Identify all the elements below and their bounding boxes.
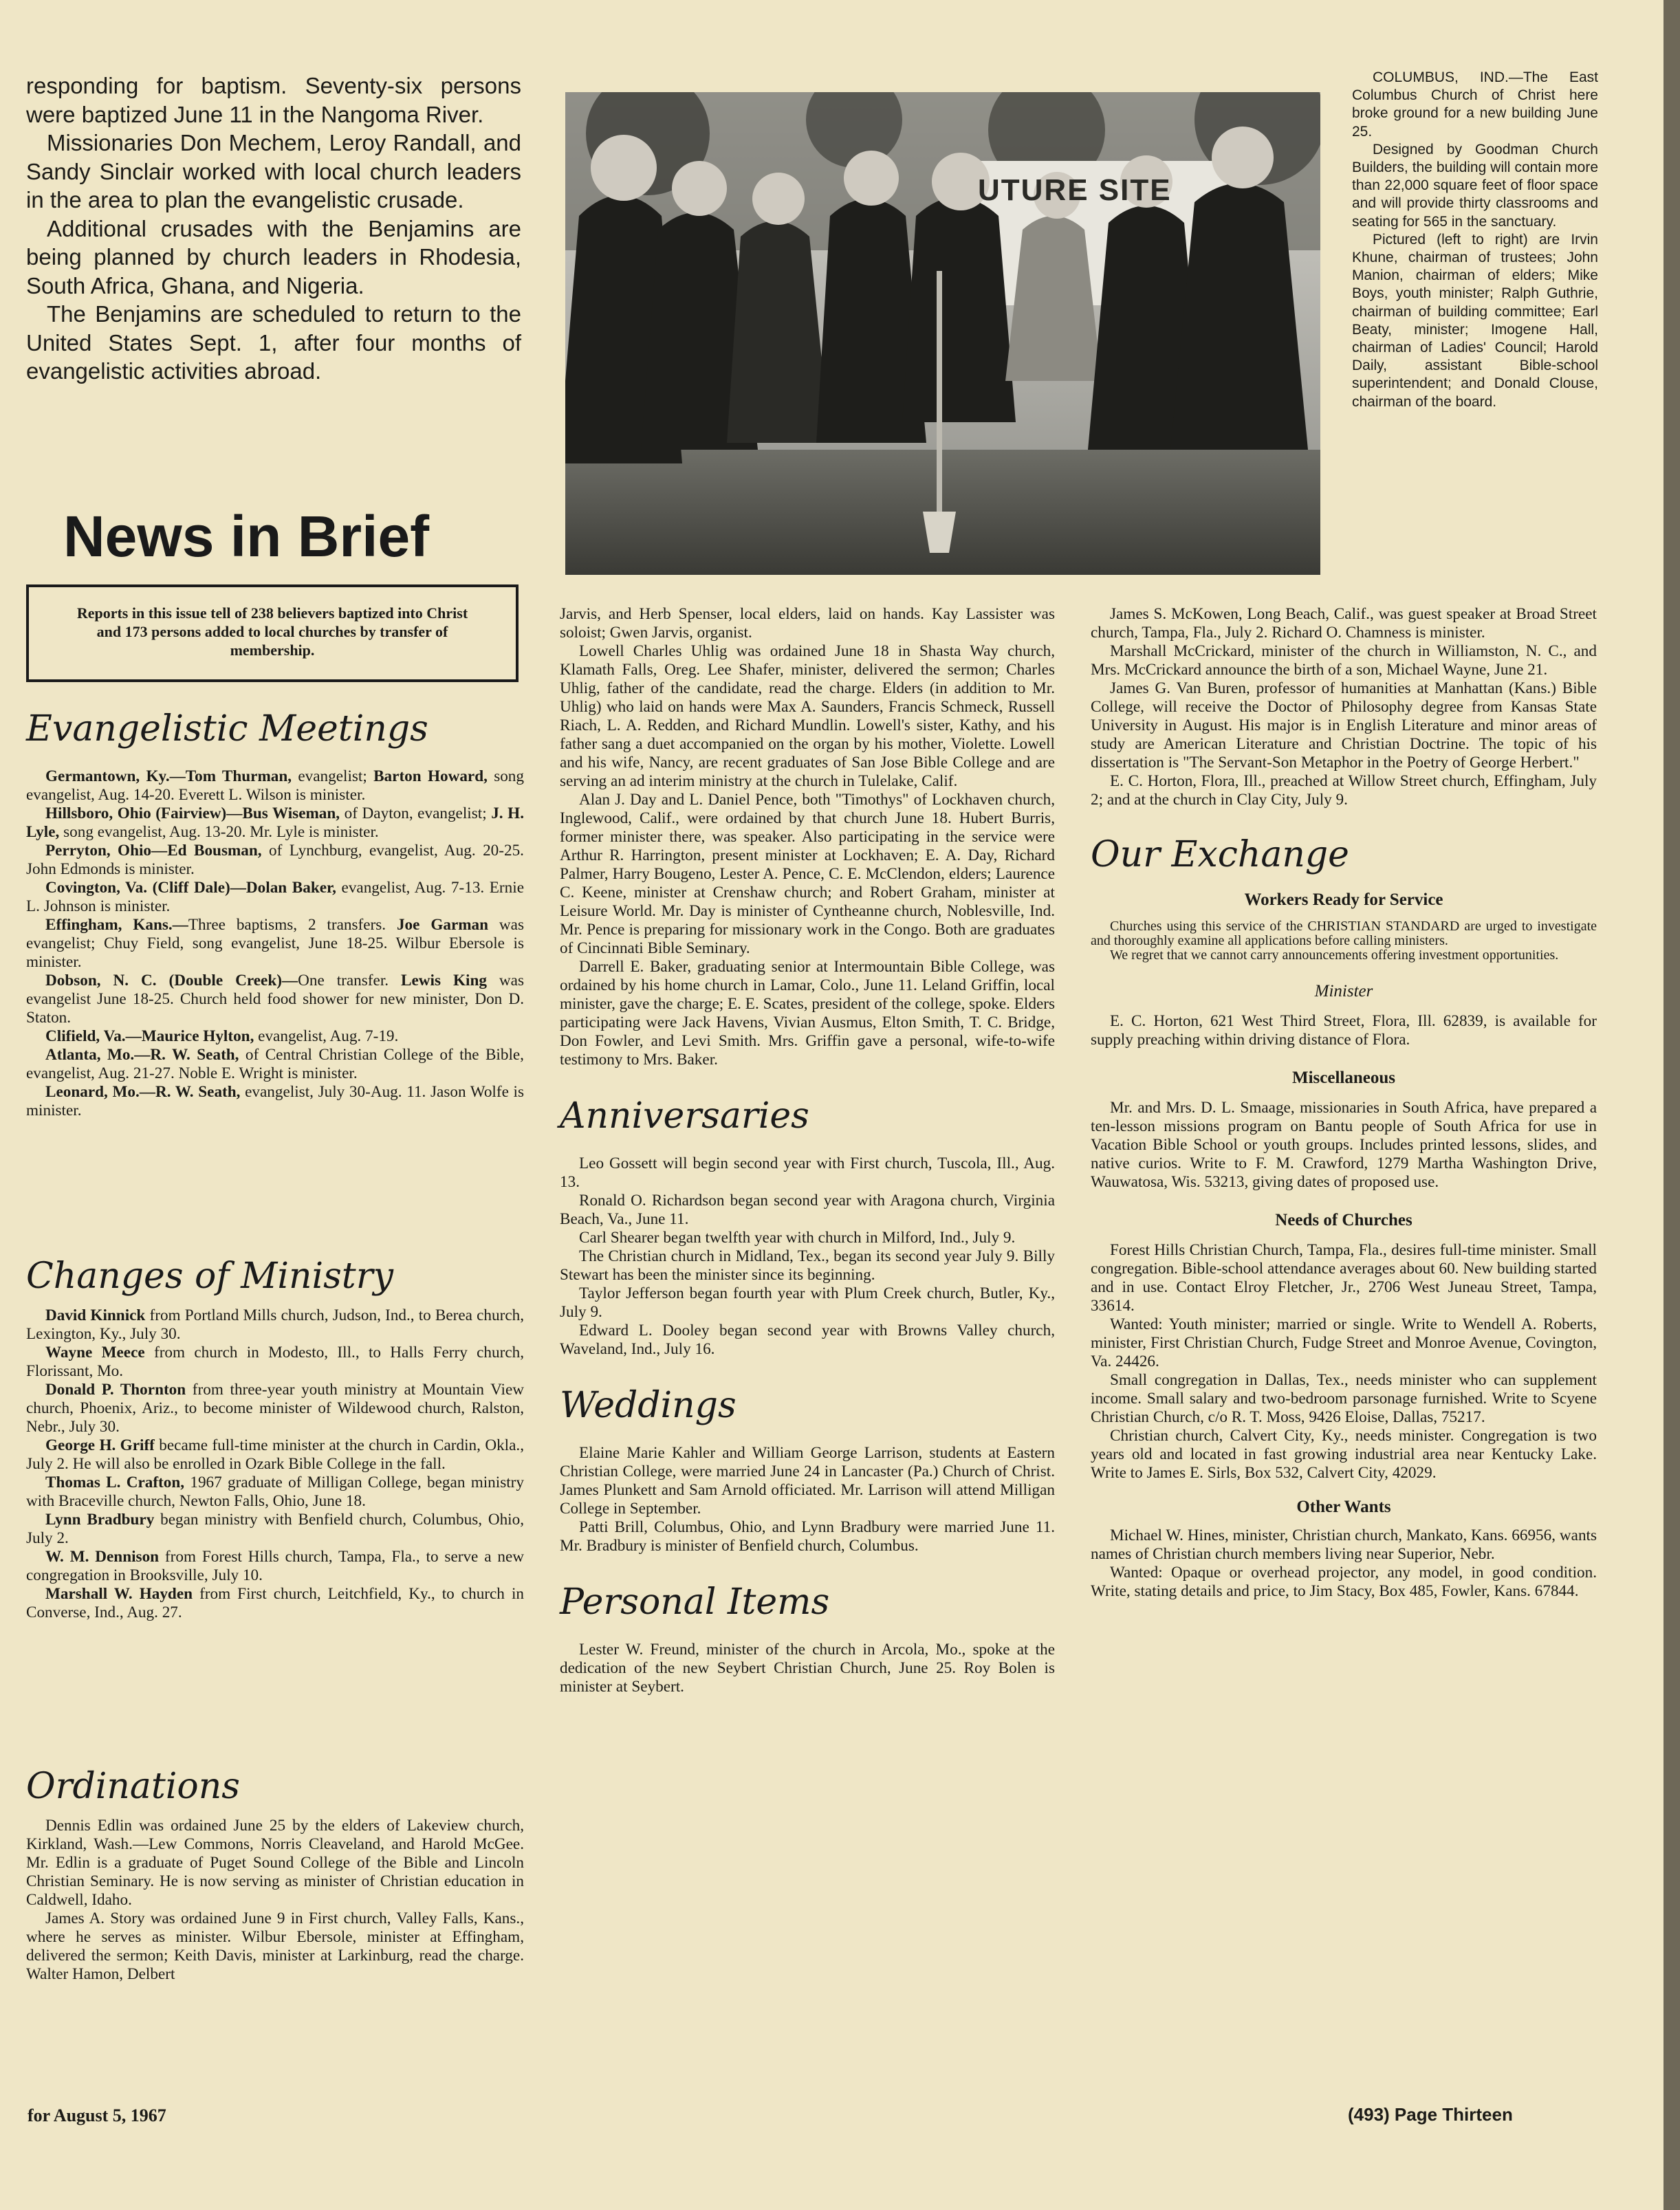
footer-left: for August 5, 1967 <box>28 2105 166 2125</box>
anniversaries-heading: Anniversaries <box>560 1095 809 1137</box>
photo-caption <box>1352 69 1598 411</box>
ordinations-p2: James A. Story was ordained June 9 in First church, Valley Falls, Kans., where he serves as minister. Wilbur Ebersole, minister at Effingham, delivered the sermon; Keith Davis, minister at Larkinburg, read the charge. Walter Hamon, Delbert <box>26 1910 524 1983</box>
exchange-minister-heading: Minister <box>1314 982 1373 1000</box>
exchange-needs-p4: Christian church, Calvert City, Ky., needs minister. Congregation is two years old and located in fast growing industrial area near Kentucky Lake. Write to James E. Sirls, Box 532, Calvert City, 42029. <box>1091 1427 1597 1482</box>
anniversaries-p3: Carl Shearer began twelfth year with church in Milford, Ind., July 9. <box>579 1229 1016 1247</box>
changes-entry-lead: W. M. Dennison <box>45 1548 160 1566</box>
weddings-p2: Patti Brill, Columbus, Ohio, and Lynn Bradbury were married June 11. Mr. Bradbury is minister of Benfield church, Columbus. <box>560 1518 1055 1555</box>
evangelistic-entry <box>26 972 524 1027</box>
evangelistic-entry-b2: Joe Garman <box>396 916 489 934</box>
caption-p2: Designed by Goodman Church Builders, the building will contain more than 22,000 square feet of floor space and will provide thirty classrooms and seating for 565 in the sanctuary. <box>1352 141 1598 230</box>
changes-entry <box>26 1474 524 1511</box>
exchange-sub-workers: Workers Ready for Service <box>1244 890 1443 909</box>
changes-entry-lead: Wayne Meece <box>45 1344 145 1361</box>
evangelistic-list <box>26 767 524 1120</box>
evangelistic-entry-b2: J. H. Lyle, <box>26 805 524 841</box>
evangelistic-entry <box>26 842 524 879</box>
changes-entry <box>26 1306 524 1344</box>
exchange-misc-heading: Miscellaneous <box>1292 1069 1395 1087</box>
changes-entry-text: 1967 graduate of Milligan College, began ministry with Braceville church, Newton Falls, Ohio, June 18. <box>26 1474 524 1510</box>
evangelistic-section <box>26 708 524 1120</box>
photo-sign-text: UTURE SITE <box>978 173 1172 207</box>
exchange-other-heading: Other Wants <box>1296 1498 1391 1516</box>
weddings-p1: Elaine Marie Kahler and William George Larrison, students at Eastern Christian College, were married June 24 in Lancaster (Pa.) Church of Christ. James Plunkett and Sam Arnold officiated. Mr. Larrison will attend Milligan College in September. <box>560 1444 1055 1518</box>
evangelistic-entry-text: One transfer. <box>298 972 402 989</box>
footer-right: (493) Page Thirteen <box>1348 2104 1513 2125</box>
evangelistic-entry <box>26 767 524 805</box>
evangelistic-entry-text: evangelist, July 30-Aug. 11. Jason Wolfe is minister. <box>26 1083 524 1119</box>
exchange-heading: Our Exchange <box>1091 834 1349 875</box>
page-edge <box>1663 0 1680 2210</box>
evangelistic-entry-t2: song evangelist, Aug. 13-20. Mr. Lyle is minister. <box>59 823 379 841</box>
middle-column <box>560 605 1055 1696</box>
lead-story-p1: responding for baptism. Seventy-six persons were baptized June 11 in the Nangoma River. <box>26 73 521 127</box>
lead-story-p2: Missionaries Don Mechem, Leroy Randall, and Sandy Sinclair worked with local church leaders in the area to plan the evangelistic crusade. <box>26 130 521 212</box>
changes-entry-text: became full-time minister at the church in Cardin, Okla., July 2. He will also be enrolled in Ozark Bible College in the fall. <box>26 1436 524 1473</box>
ordinations-c2p2: Lowell Charles Uhlig was ordained June 18 in Shasta Way church, Klamath Falls, Oreg. Lee Shafer, minister, delivered the sermon; Charles Uhlig, father of the candidate, read the charge. Elders (in addition to Mr. Uhlig) who laid on hands were Max A. Saunders, Francis Schmeck, Russell Riach, L. A. Redden, and Richard Mundlin. Lowell's sister, Kathy, and his father sang a duet accompanied on the organ by his mother, Violette. Lowell and his wife, Nancy, are recent graduates of San Jose Bible College and are serving an ad interim ministry at the church in Tulelake, Calif. <box>560 642 1055 790</box>
evangelistic-entry-t2: song evangelist, Aug. 14-20. Everett L. Wilson is minister. <box>26 767 524 804</box>
anniversaries-p5: Taylor Jefferson began fourth year with Plum Creek church, Butler, Ky., July 9. <box>560 1284 1055 1321</box>
evangelistic-entry-b2: Lewis King <box>401 972 487 989</box>
evangelistic-entry-text: evangelist, Aug. 7-19. <box>254 1027 399 1045</box>
exchange-minister-p: E. C. Horton, 621 West Third Street, Flora, Ill. 62839, is available for supply preaching within driving distance of Flora. <box>1091 1012 1597 1049</box>
changes-entry-lead: George H. Griff <box>45 1436 155 1454</box>
changes-entry-text: from First church, Leitchfield, Ky., to church in Converse, Ind., Aug. 27. <box>26 1585 524 1621</box>
changes-entry-lead: Marshall W. Hayden <box>45 1585 193 1603</box>
evangelistic-entry <box>26 1083 524 1120</box>
ordinations-c2p1: Jarvis, and Herb Spenser, local elders, laid on hands. Kay Lassister was soloist; Gwen Jarvis, organist. <box>560 605 1055 642</box>
news-in-brief-summary-box <box>26 584 519 682</box>
exchange-misc-p: Mr. and Mrs. D. L. Smaage, missionaries in South Africa, have prepared a ten-lesson missions program on Bantu people of South Africa for use in Vacation Bible School or youth groups. Includes printed lessons, slides, and native curios. Write to F. M. Crawford, 1279 Martha Washington Drive, Wauwatosa, Wis. 53213, giving dates of proposed use. <box>1091 1099 1597 1191</box>
exchange-needs-p3: Small congregation in Dallas, Tex., needs minister who can supplement income. Small salary and two-bedroom parsonage furnished. Write to Scyene Christian Church, c/o R. T. Moss, 9426 Eloise, Dallas, 75217. <box>1091 1371 1597 1426</box>
right-column <box>1091 605 1597 1601</box>
evangelistic-entry <box>26 1027 524 1046</box>
exchange-needs-p2: Wanted: Youth minister; married or single. Write to Wendell A. Roberts, minister, First Christian Church, Fudge Street and Monroe Avenue, Covington, Va. 24426. <box>1091 1315 1597 1370</box>
changes-entry <box>26 1436 524 1474</box>
anniversaries-p1: Leo Gossett will begin second year with First church, Tuscola, Ill., Aug. 13. <box>560 1155 1055 1191</box>
evangelistic-entry-lead: Atlanta, Mo.—R. W. Seath, <box>45 1046 239 1064</box>
evangelistic-entry-lead: Germantown, Ky.—Tom Thurman, <box>45 767 292 785</box>
anniversaries-p2: Ronald O. Richardson began second year with Aragona church, Virginia Beach, Va., June 11. <box>560 1192 1055 1228</box>
anniversaries-p6: Edward L. Dooley began second year with Browns Valley church, Waveland, Ind., July 16. <box>560 1322 1055 1358</box>
lead-story-p4: The Benjamins are scheduled to return to the United States Sept. 1, after four months of evangelistic activities abroad. <box>26 301 521 384</box>
evangelistic-entry-text: of Central Christian College of the Bible, evangelist, Aug. 21-27. Noble E. Wright is minister. <box>26 1046 524 1082</box>
evangelistic-entry-text: of Dayton, evangelist; <box>340 805 492 822</box>
evangelistic-entry-b2: Barton Howard, <box>373 767 488 785</box>
changes-entry-text: from three-year youth ministry at Mountain View church, Phoenix, Ariz., to become minister of Wildewood church, Ralston, Nebr., July 30. <box>26 1381 524 1436</box>
changes-entry <box>26 1585 524 1622</box>
evangelistic-entry-text: evangelist, Aug. 7-13. Ernie L. Johnson is minister. <box>26 879 524 915</box>
evangelistic-entry-t2: was evangelist June 18-25. Church held food shower for new minister, Don D. Staton. <box>26 972 524 1027</box>
personal-p5: E. C. Horton, Flora, Ill., preached at Willow Street church, Effingham, July 2; and at the church in Clay City, July 9. <box>1091 772 1597 809</box>
evangelistic-entry-lead: Effingham, Kans.— <box>45 916 188 934</box>
exchange-note1: Churches using this service of the CHRISTIAN STANDARD are urged to investigate and thoroughly examine all applications before calling ministers. <box>1091 919 1597 948</box>
evangelistic-entry <box>26 1046 524 1083</box>
changes-entry <box>26 1381 524 1436</box>
weddings-heading: Weddings <box>560 1385 737 1426</box>
changes-entry-text: from church in Modesto, Ill., to Halls Ferry church, Florissant, Mo. <box>26 1344 525 1380</box>
lead-story <box>26 72 521 386</box>
personal-p2: James S. McKowen, Long Beach, Calif., was guest speaker at Broad Street church, Tampa, Fla., July 2. Richard O. Chamness is minister. <box>1091 605 1597 642</box>
evangelistic-heading: Evangelistic Meetings <box>26 708 428 750</box>
exchange-needs-heading: Needs of Churches <box>1275 1211 1412 1229</box>
news-in-brief-summary: Reports in this issue tell of 238 believers baptized into Christ and 173 persons added to local churches by transfer of membership. <box>76 604 468 659</box>
evangelistic-entry-lead: Covington, Va. (Cliff Dale)—Dolan Baker, <box>45 879 336 897</box>
personal-p1: Lester W. Freund, minister of the church in Arcola, Mo., spoke at the dedication of the new Seybert Christian Church, June 25. Roy Bolen is minister at Seybert. <box>560 1641 1055 1696</box>
evangelistic-entry-lead: Perryton, Ohio—Ed Bousman, <box>45 842 262 860</box>
exchange-other-p2: Wanted: Opaque or overhead projector, any model, in good condition. Write, stating details and price, to Jim Stacy, Box 485, Fowler, Kans. 67844. <box>1091 1564 1597 1600</box>
changes-heading: Changes of Ministry <box>26 1256 393 1297</box>
ordinations-section <box>26 1766 524 1984</box>
ordinations-c2p4: Darrell E. Baker, graduating senior at Intermountain Bible College, was ordained by his home church in Lamar, Colo., June 11. Leland Griffin, local minister, gave the charge; E. E. Scates, president of the college, spoke. Elders participating were Jack Havens, Vivian Ausmus, Elton Smith, T. C. Bridge, Don Fowler, and Levi Smith. Mrs. Griffin gave a personal, wife-to-wife testimony to Mrs. Baker. <box>560 958 1055 1069</box>
changes-entry-text: began ministry with Benfield church, Columbus, Ohio, July 2. <box>26 1511 525 1547</box>
changes-entry-lead: David Kinnick <box>45 1306 146 1324</box>
ordinations-c2p3: Alan J. Day and L. Daniel Pence, both "Timothys" of Lockhaven church, Inglewood, Calif., were ordained by that church June 18. Hubert Burris, former minister there, was speaker. Also participating in the service were Arthur R. Harrington, present minister at Lockhaven; E. A. Day, Richard Palmer, Harry Bougeno, Lester A. Pence, C. E. McClendon, elders; Laurence C. Keene, minister at Crenshaw church; and Robert Graham, minister at Leisure World. Mr. Day is minister of Cyntheanne church, Noblesville, Ind. Mr. Pence is preparing for missionary work in the Congo. Both are graduates of Cincinnati Bible Seminary. <box>560 791 1055 957</box>
ordinations-p1: Dennis Edlin was ordained June 25 by the elders of Lakeview church, Kirkland, Wash.—Lew Commons, Norris Cleaveland, and Harold McGee. Mr. Edlin is a graduate of Puget Sound College of the Bible and Lincoln Christian Seminary. He is now serving as minister of Christian education in Caldwell, Idaho. <box>26 1817 524 1909</box>
evangelistic-entry-lead: Dobson, N. C. (Double Creek)— <box>45 972 298 989</box>
exchange-other-p1: Michael W. Hines, minister, Christian church, Mankato, Kans. 66956, wants names of Christian church members living near Superior, Nebr. <box>1091 1527 1597 1563</box>
personal-heading: Personal Items <box>560 1582 830 1623</box>
changes-entry <box>26 1548 524 1585</box>
evangelistic-entry-text: evangelist; <box>292 767 374 785</box>
changes-entry-text: from Forest Hills church, Tampa, Fla., to serve a new congregation in Brooksville, July 10. <box>26 1548 524 1584</box>
evangelistic-entry-lead: Clifield, Va.—Maurice Hylton, <box>45 1027 254 1045</box>
caption-lead: COLUMBUS, IND.—The East Columbus Church of Christ here broke ground for a new building June 25. <box>1352 69 1598 140</box>
evangelistic-entry-lead: Leonard, Mo.—R. W. Seath, <box>45 1083 241 1101</box>
changes-entry-lead: Thomas L. Crafton, <box>45 1474 185 1491</box>
groundbreaking-photo <box>565 92 1320 575</box>
changes-entry <box>26 1511 524 1548</box>
exchange-needs-p1: Forest Hills Christian Church, Tampa, Fla., desires full-time minister. Small congregation. Bible-school attendance averages about 60. New building started and in use. Contact Elroy Fletcher, Jr., 2706 West Juneau Street, Tampa, 33614. <box>1091 1241 1597 1315</box>
exchange-note2: We regret that we cannot carry announcements offering investment opportunities. <box>1110 948 1559 963</box>
changes-entry-lead: Donald P. Thornton <box>45 1381 186 1399</box>
changes-entry-text: from Portland Mills church, Judson, Ind., to Berea church, Lexington, Ky., July 30. <box>26 1306 525 1343</box>
changes-entry-lead: Lynn Bradbury <box>45 1511 155 1529</box>
evangelistic-entry-t2: was evangelist; Chuy Field, song evangelist, June 18-25. Wilbur Ebersole is minister. <box>26 916 524 971</box>
changes-section <box>26 1256 524 1622</box>
changes-entry <box>26 1344 524 1381</box>
ordinations-heading: Ordinations <box>26 1766 240 1807</box>
evangelistic-entry-text: Three baptisms, 2 transfers. <box>188 916 397 934</box>
anniversaries-p4: The Christian church in Midland, Tex., began its second year July 9. Billy Stewart has been the minister since its beginning. <box>560 1247 1055 1284</box>
evangelistic-entry <box>26 916 524 972</box>
evangelistic-entry-text: of Lynchburg, evangelist, Aug. 20-25. John Edmonds is minister. <box>26 842 524 878</box>
changes-list <box>26 1306 524 1622</box>
lead-story-p3: Additional crusades with the Benjamins are being planned by church leaders in Rhodesia, South Africa, Ghana, and Nigeria. <box>26 215 521 298</box>
personal-p3: Marshall McCrickard, minister of the church in Williamston, N. C., and Mrs. McCrickard announce the birth of a son, Michael Wayne, June 21. <box>1091 642 1597 679</box>
evangelistic-entry-lead: Hillsboro, Ohio (Fairview)—Bus Wiseman, <box>45 805 340 822</box>
evangelistic-entry <box>26 805 524 842</box>
evangelistic-entry <box>26 879 524 916</box>
personal-p4: James G. Van Buren, professor of humanities at Manhattan (Kans.) Bible College, will receive the Doctor of Philosophy degree from Kansas State University in August. His major is in English Literature and minor areas of study are American Literature and Christian Doctrine. The topic of his dissertation is "The Servant-Son Metaphor in the Poetry of George Herbert." <box>1091 679 1597 772</box>
caption-p3: Pictured (left to right) are Irvin Khune, chairman of trustees; John Manion, chairman of elders; Mike Boys, youth minister; Ralph Guthrie, chairman of building committee; Earl Beaty, minister; Imogene Hall, chairman of Ladies' Council; Harold Daily, assistant Bible-school superintendent; and Donald Clouse, chairman of the board. <box>1352 231 1598 410</box>
news-in-brief-title: News in Brief <box>63 504 430 569</box>
